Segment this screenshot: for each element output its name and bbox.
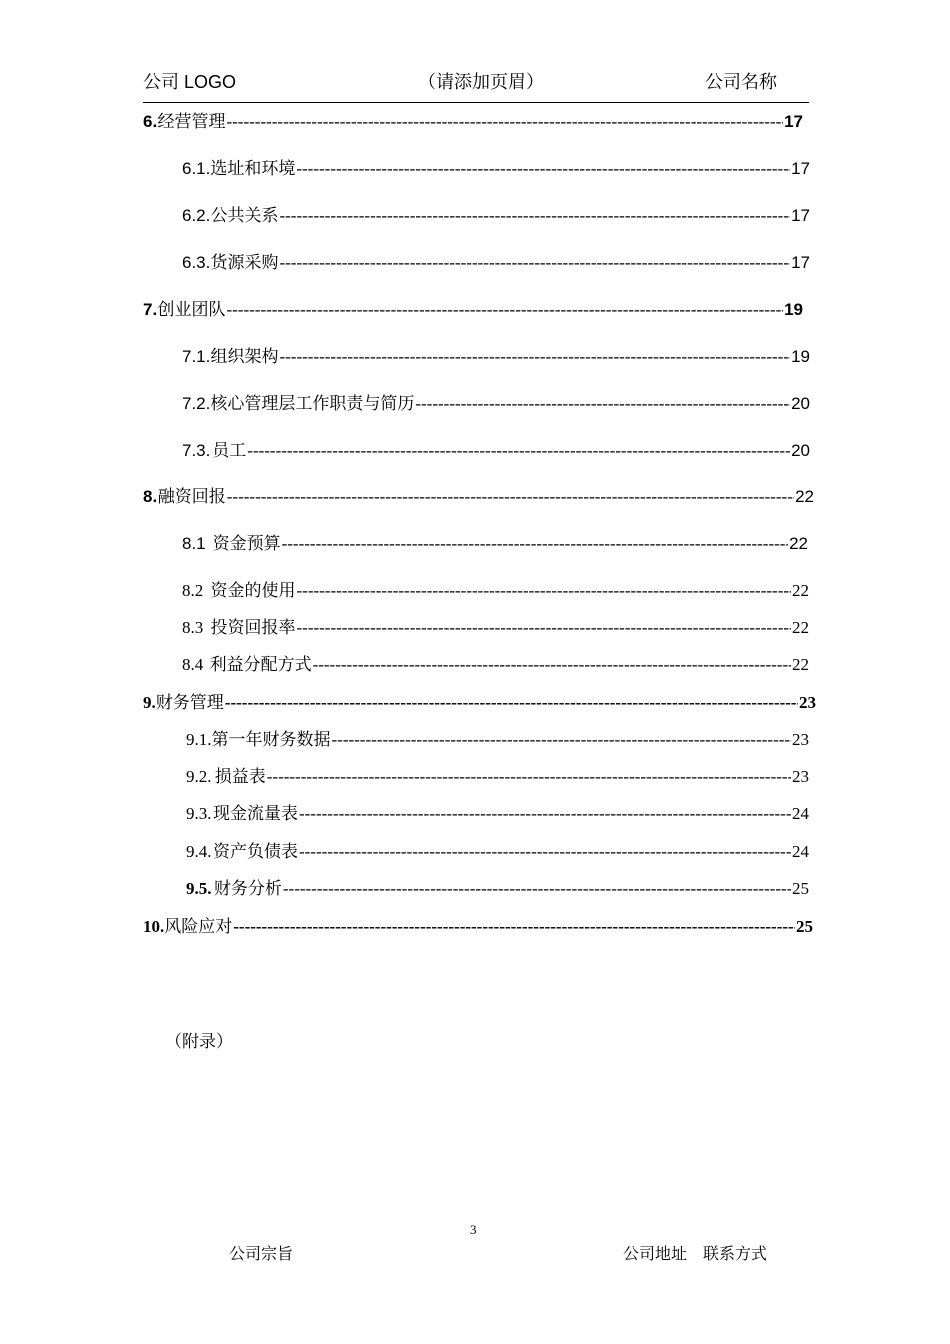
header-placeholder: （请添加页眉） [418, 72, 544, 92]
toc-entry-title: 员工 [212, 441, 247, 460]
toc-entry-number: 6. [143, 112, 158, 131]
header-logo-text: 公司 LOGO [143, 72, 237, 92]
toc-leader [226, 299, 783, 321]
toc-entry-page: 17 [791, 206, 810, 225]
toc-entry-title: 资金的使用 [210, 581, 296, 600]
toc-entry[interactable] [182, 440, 810, 462]
toc-leader [279, 252, 790, 274]
toc-entry-number: 7.3. [182, 441, 211, 460]
toc-entry-number: 7.2. [182, 394, 211, 413]
toc-entry-number: 7.1. [182, 347, 211, 366]
toc-entry-page: 19 [791, 347, 810, 366]
appendix-label: （附录） [165, 1032, 233, 1051]
footer-company-motto: 公司宗旨 [229, 1246, 294, 1263]
toc-leader [283, 878, 791, 900]
toc-leader [332, 729, 792, 751]
toc-entry-number: 8.4 [182, 655, 204, 674]
toc-entry-title: 货源采购 [210, 253, 279, 272]
toc-entry[interactable] [186, 878, 809, 900]
toc-entry[interactable] [143, 486, 814, 508]
toc-entry[interactable] [182, 654, 809, 676]
toc-entry-title: 公共关系 [210, 206, 279, 225]
toc-entry-title: 损益表 [214, 767, 266, 786]
toc-entry-page: 22 [792, 618, 809, 637]
toc-entry-number: 6.2. [182, 206, 211, 225]
page-number: 3 [470, 1222, 477, 1237]
toc-entry[interactable] [143, 692, 816, 714]
toc-entry-title: 组织架构 [210, 347, 279, 366]
toc-entry-page: 25 [792, 879, 809, 898]
toc-entry-page: 22 [795, 487, 814, 506]
toc-entry-title: 财务管理 [155, 693, 224, 712]
toc-leader [227, 486, 794, 508]
header-company-name: 公司名称 [705, 72, 777, 92]
toc-entry-page: 23 [799, 693, 816, 712]
toc-leader [226, 111, 783, 133]
toc-entry[interactable] [143, 299, 803, 321]
toc-entry-page: 19 [784, 300, 803, 319]
toc-leader [296, 158, 790, 180]
toc-entry[interactable] [182, 158, 810, 180]
toc-entry-number: 9. [143, 693, 156, 712]
toc-entry[interactable] [182, 580, 809, 602]
toc-entry[interactable] [186, 729, 809, 751]
toc-entry-number: 9.1. [186, 730, 212, 749]
toc-entry-title: 第一年财务数据 [211, 730, 331, 749]
toc-entry-number: 9.4. [186, 842, 212, 861]
toc-entry-number: 8.2 [182, 581, 204, 600]
toc-leader [299, 803, 791, 825]
toc-entry-title: 资产负债表 [212, 842, 298, 861]
toc-entry-title: 选址和环境 [210, 159, 296, 178]
toc-leader [282, 533, 788, 555]
toc-entry-page: 24 [792, 842, 809, 861]
toc-entry-title: 风险应对 [164, 917, 233, 936]
toc-entry-title: 利益分配方式 [209, 655, 312, 674]
toc-entry[interactable] [186, 803, 809, 825]
toc-entry[interactable] [186, 766, 809, 788]
toc-entry-title: 融资回报 [157, 487, 226, 506]
toc-entry[interactable] [186, 841, 809, 863]
toc-leader [415, 393, 790, 415]
toc-entry-page: 17 [791, 159, 810, 178]
toc-entry-title: 资金预算 [212, 534, 281, 553]
toc-entry-number: 10. [143, 917, 165, 936]
toc-entry-page: 23 [792, 730, 809, 749]
toc-entry-page: 23 [792, 767, 809, 786]
toc-entry-number: 8.1 [182, 534, 206, 553]
toc-leader [247, 440, 790, 462]
toc-entry[interactable] [182, 346, 810, 368]
toc-leader [225, 692, 798, 714]
toc-leader [279, 205, 790, 227]
toc-entry-number: 8.3 [182, 618, 204, 637]
toc-entry-number: 9.3. [186, 804, 212, 823]
toc-leader [299, 841, 791, 863]
toc-entry-title: 创业团队 [157, 300, 226, 319]
toc-entry-page: 22 [792, 655, 809, 674]
toc-entry-title: 现金流量表 [212, 804, 298, 823]
toc-entry-page: 20 [791, 394, 810, 413]
toc-entry-page: 25 [796, 917, 813, 936]
toc-leader [233, 916, 795, 938]
toc-entry[interactable] [182, 252, 810, 274]
toc-entry-page: 22 [792, 581, 809, 600]
toc-entry-page: 17 [791, 253, 810, 272]
toc-entry[interactable] [143, 111, 803, 133]
toc-entry-number: 9.5. [186, 879, 212, 898]
toc-entry[interactable] [182, 205, 810, 227]
toc-entry-title: 投资回报率 [210, 618, 296, 637]
toc-entry-title: 核心管理层工作职责与简历 [210, 394, 415, 413]
toc-entry-number: 8. [143, 487, 158, 506]
toc-entry-number: 6.1. [182, 159, 211, 178]
toc-entry-page: 20 [791, 441, 810, 460]
toc-entry-title: 财务分析 [213, 879, 282, 898]
toc-entry-number: 6.3. [182, 253, 211, 272]
page-header [143, 66, 809, 103]
toc-entry[interactable] [182, 393, 810, 415]
toc-entry-number: 7. [143, 300, 158, 319]
toc-entry-number: 9.2. [186, 767, 212, 786]
toc-leader [297, 617, 792, 639]
toc-leader [297, 580, 792, 602]
toc-leader [267, 766, 791, 788]
toc-entry[interactable] [182, 533, 808, 555]
toc-entry-title: 经营管理 [157, 112, 226, 131]
toc-entry-page: 24 [792, 804, 809, 823]
toc-entry-page: 22 [789, 534, 808, 553]
toc-entry[interactable] [182, 617, 809, 639]
toc-entry[interactable] [143, 916, 813, 938]
toc-leader [313, 654, 791, 676]
footer-address-contact: 公司地址 联系方式 [623, 1246, 768, 1263]
toc-leader [279, 346, 790, 368]
toc-entry-page: 17 [784, 112, 803, 131]
